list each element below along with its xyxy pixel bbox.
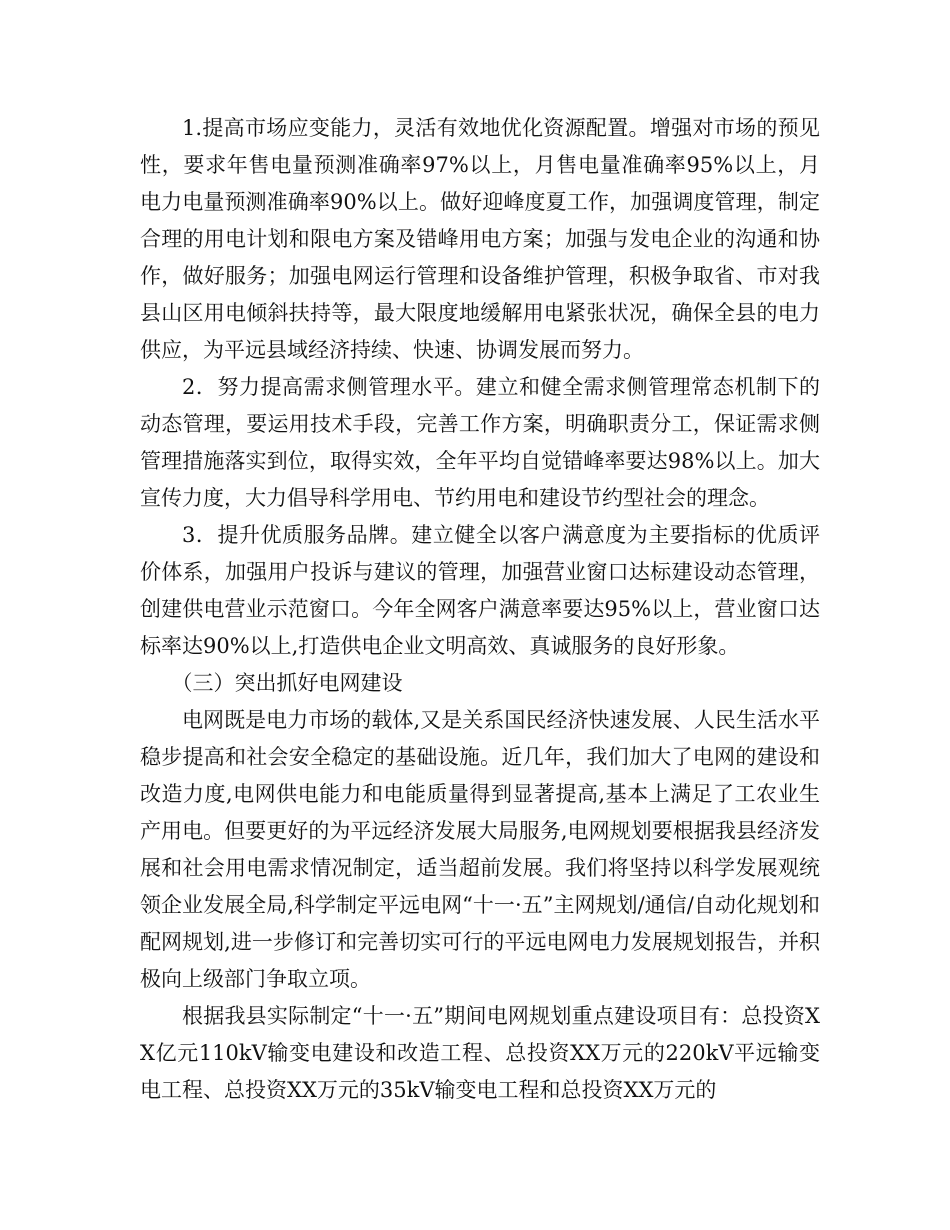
paragraph-demand-side-management: 2．努力提高需求侧管理水平。建立和健全需求侧管理常态机制下的动态管理，要运用技术手段，完善工作方案，明确职责分工，保证需求侧管理措施落实到位，取得实效，全年平均自觉错峰率要达98%以上。加大宣传力度，大力倡导科学用电、节约用电和建设节约型社会的理念。 bbox=[140, 375, 820, 510]
paragraph-grid-planning: 电网既是电力市场的载体,又是关系国民经济快速发展、人民生活水平稳步提高和社会安全稳定的基础设施。近几年，我们加大了电网的建设和改造力度,电网供电能力和电能质量得到显著提高,基本上满足了工农业生产用电。但要更好的为平远经济发展大局服务,电网规划要根据我县经济发展和社会用电需求情况制定，适当超前发展。我们将坚持以科学发展观统领企业发展全局,科学制定平远电网“十一·五”主网规划/通信/自动化规划和配网规划,进一步修订和完善切实可行的平远电网电力发展规划报告，并积极向上级部门争取立项。 bbox=[140, 708, 820, 991]
paragraph-market-adaptability: 1.提高市场应变能力，灵活有效地优化资源配置。增强对市场的预见性，要求年售电量预测准确率97%以上，月售电量准确率95%以上，月电力电量预测准确率90%以上。做好迎峰度夏工作，加强调度管理，制定合理的用电计划和限电方案及错峰用电方案；加强与发电企业的沟通和协作，做好服务；加强电网运行管理和设备维护管理，积极争取省、市对我县山区用电倾斜扶持等，最大限度地缓解用电紧张状况，确保全县的电力供应，为平远县域经济持续、快速、协调发展而努力。 bbox=[140, 116, 820, 362]
section-heading-grid-construction: （三）突出抓好电网建设 bbox=[171, 671, 403, 695]
paragraph-quality-service: 3．提升优质服务品牌。建立健全以客户满意度为主要指标的优质评价体系，加强用户投诉与建议的管理，加强营业窗口达标建设动态管理，创建供电营业示范窗口。今年全网客户满意率要达95%以上，营业窗口达标率达90%以上,打造供电企业文明高效、真诚服务的良好形象。 bbox=[140, 523, 820, 658]
document-body bbox=[140, 110, 820, 1109]
paragraph-key-projects: 根据我县实际制定“十一·五”期间电网规划重点建设项目有：总投资XX亿元110kV输变电建设和改造工程、总投资XX万元的220kV平远输变电工程、总投资XX万元的35kV输变电工程和总投资XX万元的 bbox=[140, 1004, 820, 1102]
